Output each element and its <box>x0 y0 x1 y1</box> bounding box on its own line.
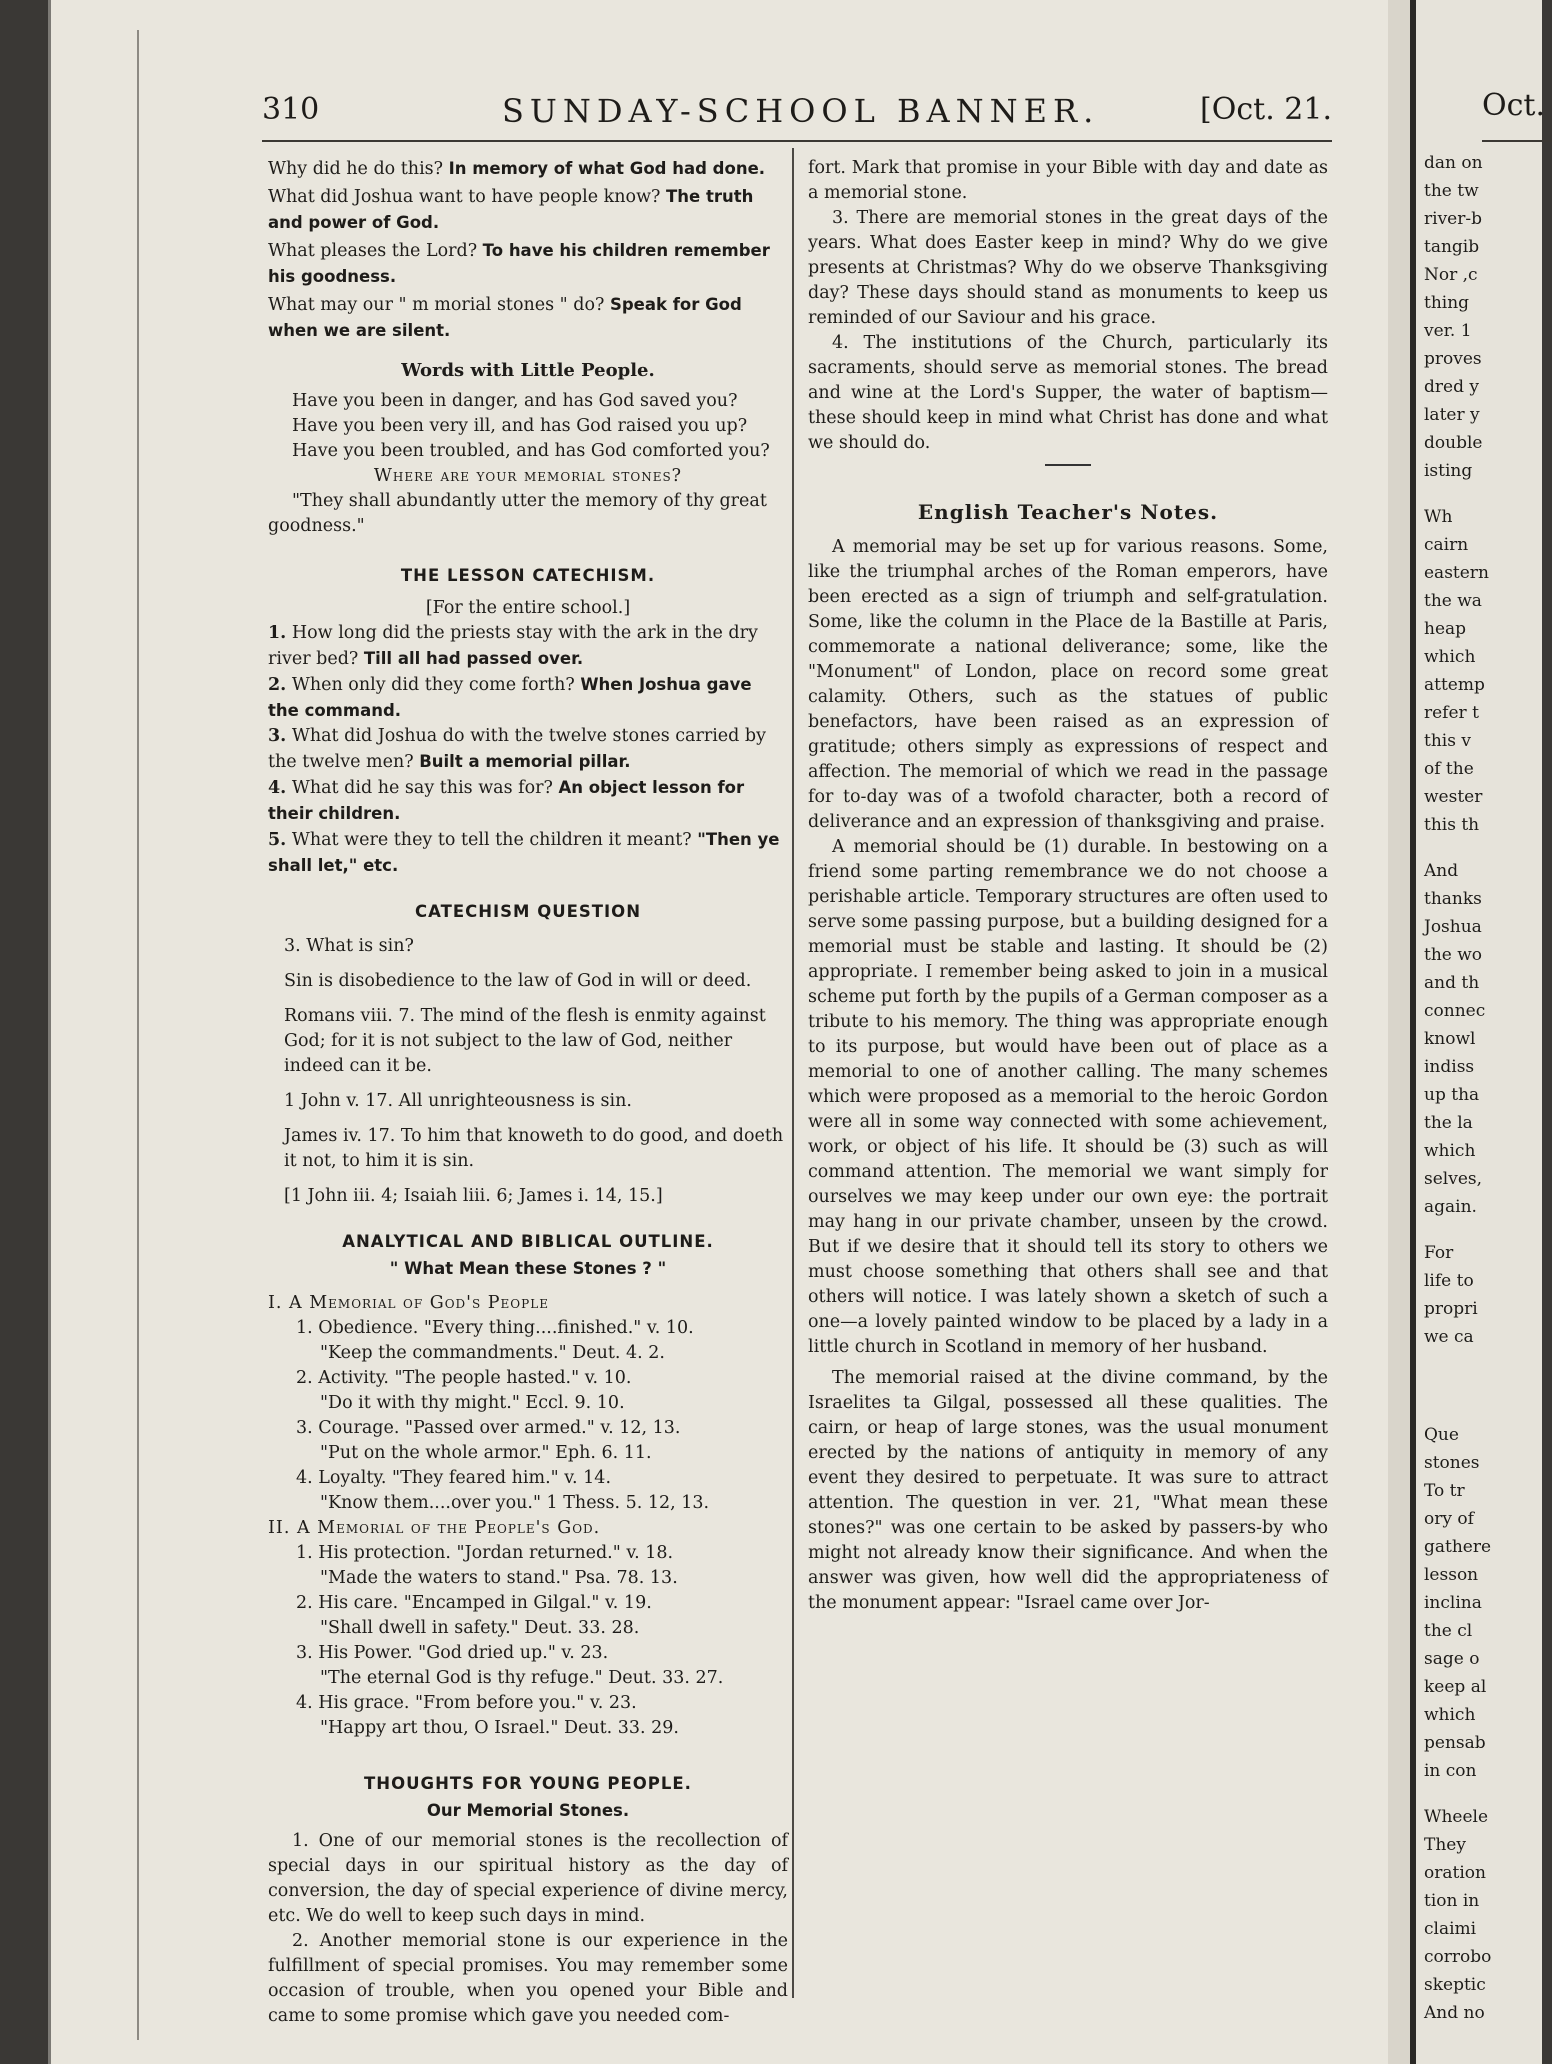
next-page-line: this th <box>1424 815 1480 835</box>
next-page-line: we ca <box>1424 1327 1474 1347</box>
next-page-line: river-b <box>1424 209 1482 229</box>
next-page-line: corrobo <box>1424 1947 1492 1967</box>
outline-reference: "Know them....over you." 1 Thess. 5. 12, 13. <box>320 1493 710 1513</box>
continued-paragraph: fort. Mark that promise in your Bible with day and date as a memorial stone. <box>808 158 1328 203</box>
next-page-line: propri <box>1424 1299 1478 1319</box>
next-page-line: And <box>1424 861 1459 881</box>
catechism-answer: Till all had passed over. <box>363 649 584 668</box>
next-page-line: the cl <box>1424 1621 1473 1641</box>
qa-item <box>268 184 788 236</box>
catechism-question: When only did they come forth? <box>291 675 575 695</box>
outline-reference: "Do it with thy might." Eccl. 9. 10. <box>320 1393 625 1413</box>
next-page-header: Oct. <box>1482 88 1545 123</box>
book-gutter <box>1388 0 1410 2064</box>
catechism-list <box>268 621 788 879</box>
next-page-line: life to <box>1424 1271 1474 1291</box>
next-page-line: Wheele <box>1424 1807 1489 1827</box>
catechism-item <box>268 775 788 827</box>
cq-answer: Sin is disobedience to the law of God in will or deed. <box>284 971 752 991</box>
next-page-line: eastern <box>1424 563 1489 583</box>
next-page-line: wester <box>1424 787 1483 807</box>
next-page-line: in con <box>1424 1761 1477 1781</box>
next-page-line: which <box>1424 647 1476 667</box>
outline-reference: "Keep the commandments." Deut. 4. 2. <box>320 1343 665 1363</box>
next-page-line: the la <box>1424 1113 1473 1133</box>
next-page-line: keep al <box>1424 1677 1487 1697</box>
outline-section-1: I. A Memorial of God's People <box>268 1293 549 1313</box>
next-page-line: of the <box>1424 759 1474 779</box>
next-page-line: tion in <box>1424 1891 1480 1911</box>
qa-answer: Speak for God when we are silent. <box>268 295 742 340</box>
cq-citations: [1 John iii. 4; Isaiah liii. 6; James i. 14, 15.] <box>284 1186 663 1206</box>
next-page-rule <box>1482 140 1552 142</box>
next-page-line: refer t <box>1424 703 1479 723</box>
next-page-line: Joshua <box>1424 917 1482 937</box>
outline-section-2: II. A Memorial of the People's God. <box>268 1518 601 1538</box>
next-page-line: this v <box>1424 731 1471 751</box>
qa-answer: The truth and power of God. <box>268 187 754 232</box>
outline-item: 2. His care. "Encamped in Gilgal." v. 19. <box>296 1593 652 1613</box>
memorial-paragraph-3: 3. There are memorial stones in the great days of the years. What does Easter keep in mind? Why do we give presents at Christmas? Why do we observe Thanksgiving day? These days should stand as monuments to keep us reminded of our Saviour and his grace. <box>808 208 1328 328</box>
catechism-subheading: [For the entire school.] <box>425 598 631 618</box>
next-page-line: tangib <box>1424 237 1480 257</box>
next-page-line: ver. 1 <box>1424 321 1472 341</box>
next-page-line: the wa <box>1424 591 1482 611</box>
running-title: SUNDAY-SCHOOL BANNER. <box>502 92 1100 130</box>
next-page-line: thanks <box>1424 889 1482 909</box>
qa-question: What may our " m morial stones " do? <box>268 295 605 315</box>
next-page-line: lesson <box>1424 1565 1479 1585</box>
next-page-line: connec <box>1424 1001 1486 1021</box>
next-page-line: inclina <box>1424 1593 1482 1613</box>
catechism-question: What did Joshua do with the twelve stones carried by the twelve men? <box>268 726 767 772</box>
scripture-quote: "They shall abundantly utter the memory of thy great goodness." <box>268 491 767 536</box>
qa-block <box>268 156 788 344</box>
next-page-line: claimi <box>1424 1919 1477 1939</box>
outline-reference: "Put on the whole armor." Eph. 6. 11. <box>320 1443 652 1463</box>
memorial-paragraph-4: 4. The institutions of the Church, particularly its sacraments, should serve as memorial stones. The bread and wine at the Lord's Supper, the water of baptism—these should keep in mind what Christ has done and what we should do. <box>808 333 1328 453</box>
notes-paragraph: A memorial may be set up for various reasons. Some, like the triumphal arches of the Roman emperors, have been erected as a sign of triumph and self-gratulation. Some, like the column in the Place de la Bastille at Paris, commemorate a national deliverance; some, like the "Monument" of London, place on record some great calamity. Others, such as the statues of public benefactors, have been raised as an expression of gratitude; others simply as expressions of respect and affection. The memorial of which we read in the passage for to-day was of a twofold character, both a record of deliverance and an expression of thanksgiving and praise. <box>808 537 1328 832</box>
next-page-line: which <box>1424 1141 1476 1161</box>
catechism-item <box>268 621 788 672</box>
next-page-line: again. <box>1424 1197 1477 1217</box>
next-page-line: cairn <box>1424 535 1469 555</box>
qa-item <box>268 238 788 290</box>
outline-reference: "Happy art thou, O Israel." Deut. 33. 29. <box>320 1718 679 1738</box>
outline-item: 1. Obedience. "Every thing....finished." v. 10. <box>296 1318 694 1338</box>
qa-question: What pleases the Lord? <box>268 241 478 261</box>
next-page-line: dan on <box>1424 153 1483 173</box>
next-page-line: knowl <box>1424 1029 1476 1049</box>
next-page-line: and th <box>1424 973 1480 993</box>
little-line: Have you been troubled, and has God comforted you? <box>292 441 770 461</box>
catechism-number: 2. <box>268 675 287 695</box>
memorial-question: Where are your memorial stones? <box>373 466 683 486</box>
next-page-line: Wh <box>1424 507 1453 527</box>
thoughts-subheading: Our Memorial Stones. <box>426 1801 630 1820</box>
next-page-line: up tha <box>1424 1085 1480 1105</box>
cq-reference: James iv. 17. To him that knoweth to do good, and doeth it not, to him it is sin. <box>284 1126 784 1171</box>
catechism-answer: When Joshua gave the command. <box>268 675 752 720</box>
next-page-line: heap <box>1424 619 1467 639</box>
qa-item <box>268 292 788 344</box>
next-page-line: proves <box>1424 349 1482 369</box>
catechism-item <box>268 724 788 775</box>
next-page-line: For <box>1424 1243 1454 1263</box>
page-number: 310 <box>262 92 320 127</box>
next-page-line: double <box>1424 433 1483 453</box>
outline-reference: "Made the waters to stand." Psa. 78. 13. <box>320 1568 678 1588</box>
next-page-line: attemp <box>1424 675 1485 695</box>
right-column <box>808 156 1328 1616</box>
thoughts-heading: THOUGHTS FOR YOUNG PEOPLE. <box>364 1774 692 1793</box>
catechism-number: 1. <box>268 623 287 643</box>
column-divider <box>792 148 794 1998</box>
qa-answer: In memory of what God had done. <box>448 159 766 178</box>
next-page-line: the tw <box>1424 181 1479 201</box>
outline-item: 2. Activity. "The people hasted." v. 10. <box>296 1368 632 1388</box>
cq-reference: 1 John v. 17. All unrighteousness is sin. <box>284 1091 632 1111</box>
notes-paragraph: A memorial should be (1) durable. In bestowing on a friend some parting remembrance we do not choose a perishable article. Temporary structures are often used to serve some passing purpose, but a building designed for a memorial must be stable and lasting. It should be (2) appropriate. I remember being asked to join in a musical scheme put forth by the pupils of a German composer as a tribute to his memory. The thing was appropriate enough to its purpose, but would have been out of place as a memorial to one of another calling. The many schemes which were proposed as a memorial to the heroic Gordon were all in some way connected with some achievement, work, or object of his life. It should be (3) such as will command attention. The memorial we want simply for ourselves we may keep under our own eye: the portrait may hang in our private chamber, unseen by the crowd. But if we desire that it should tell its story to others we must choose something that others shall see and that others will notice. I was lately shown a sketch of such a one—a lovely painted window to be placed by a lady in a little church in Scotland in memory of her husband. <box>808 837 1329 1357</box>
running-date: [Oct. 21. <box>1200 92 1332 127</box>
next-page-line: thing <box>1424 293 1470 313</box>
next-page-line: oration <box>1424 1863 1486 1883</box>
next-page-line: indiss <box>1424 1057 1475 1077</box>
section-rule <box>1045 464 1091 466</box>
little-line: Have you been very ill, and has God raised you up? <box>292 416 748 436</box>
outline-item: 4. Loyalty. "They feared him." v. 14. <box>296 1468 612 1488</box>
thoughts-paragraph: 2. Another memorial stone is our experience in the fulfillment of special promises. You may remember some occasion of trouble, when you opened your Bible and came to some promise which gave you needed com- <box>268 1931 788 2026</box>
next-page-line: dred y <box>1424 377 1479 397</box>
outline-item: 3. Courage. "Passed over armed." v. 12, 13. <box>296 1418 681 1438</box>
next-page-line: the wo <box>1424 945 1483 965</box>
catechism-question: What did he say this was for? <box>291 778 553 798</box>
catechism-question: How long did the priests stay with the ark in the dry river bed? <box>268 623 758 669</box>
catechism-answer: Built a memorial pillar. <box>419 752 631 771</box>
next-page-line: sage o <box>1424 1649 1480 1669</box>
qa-question: What did Joshua want to have people know? <box>268 187 661 207</box>
next-page-line: skeptic <box>1424 1975 1486 1995</box>
qa-question: Why did he do this? <box>268 159 444 179</box>
notes-paragraph: The memorial raised at the divine command, by the Israelites ta Gilgal, possessed all these qualities. The cairn, or heap of large stones, was the usual monument erected by the nations of antiquity in memory of any event they desired to perpetuate. It was sure to attract attention. The question in ver. 21, "What mean these stones?" was one certain to be asked by passers-by who might not already know their significance. And when the answer was given, how well did the appropriateness of the monument appear: "Israel came over Jor- <box>808 1368 1328 1613</box>
outline-subheading: " What Mean these Stones ? " <box>389 1259 667 1278</box>
catechism-number: 4. <box>268 778 287 798</box>
little-people-heading: Words with Little People. <box>401 360 655 381</box>
next-page-line: They <box>1424 1835 1466 1855</box>
next-page-fragment <box>1410 0 1545 2064</box>
catechism-question: What were they to tell the children it meant? <box>291 830 692 850</box>
outline-item: 4. His grace. "From before you." v. 23. <box>296 1693 637 1713</box>
outline-item: 3. His Power. "God dried up." v. 23. <box>296 1643 609 1663</box>
thoughts-paragraph: 1. One of our memorial stones is the recollection of special days in our spiritual history as the day of conversion, the day of special experience of divine mercy, etc. We do well to keep such days in mind. <box>268 1831 788 1926</box>
next-page-line: which <box>1424 1705 1476 1725</box>
next-page-line: ory of <box>1424 1509 1474 1529</box>
catechism-number: 5. <box>268 830 287 850</box>
next-page-line: Que <box>1424 1425 1459 1445</box>
qa-item <box>268 156 788 182</box>
little-line: Have you been in danger, and has God saved you? <box>292 391 738 411</box>
catechism-answer: An object lesson for their children. <box>268 778 745 823</box>
catechism-heading: THE LESSON CATECHISM. <box>400 566 656 585</box>
left-column <box>268 156 788 2029</box>
page-edge-line <box>137 30 139 2040</box>
next-page-line: And no <box>1424 2003 1485 2023</box>
page-header <box>262 88 1332 132</box>
next-page-line: pensab <box>1424 1733 1486 1753</box>
outline-item: 1. His protection. "Jordan returned." v. 18. <box>296 1543 674 1563</box>
next-page-line: To tr <box>1424 1481 1465 1501</box>
outline-reference: "Shall dwell in safety." Deut. 33. 28. <box>320 1618 640 1638</box>
next-page-line: stones <box>1424 1453 1480 1473</box>
catechism-item <box>268 827 788 879</box>
next-page-line: gathere <box>1424 1537 1492 1557</box>
catechism-number: 3. <box>268 726 287 746</box>
outline-reference: "The eternal God is thy refuge." Deut. 33. 27. <box>320 1668 724 1688</box>
qa-answer: To have his children remember his goodness. <box>268 241 770 286</box>
cq-question: 3. What is sin? <box>284 936 414 956</box>
next-page-line: selves, <box>1424 1169 1483 1189</box>
teachers-notes-heading: English Teacher's Notes. <box>917 500 1219 524</box>
next-page-line: later y <box>1424 405 1480 425</box>
next-page-line: isting <box>1424 461 1473 481</box>
catechism-item <box>268 672 788 724</box>
header-rule <box>262 140 1332 142</box>
catechism-answer: "Then ye shall let," etc. <box>268 830 780 875</box>
cq-reference: Romans viii. 7. The mind of the flesh is enmity against God; for it is not subject to the law of God, neither indeed can it be. <box>284 1006 766 1076</box>
next-page-line: Nor ,c <box>1424 265 1478 285</box>
outline-heading: ANALYTICAL AND BIBLICAL OUTLINE. <box>342 1232 714 1251</box>
catechism-question-heading: CATECHISM QUESTION <box>414 902 642 921</box>
